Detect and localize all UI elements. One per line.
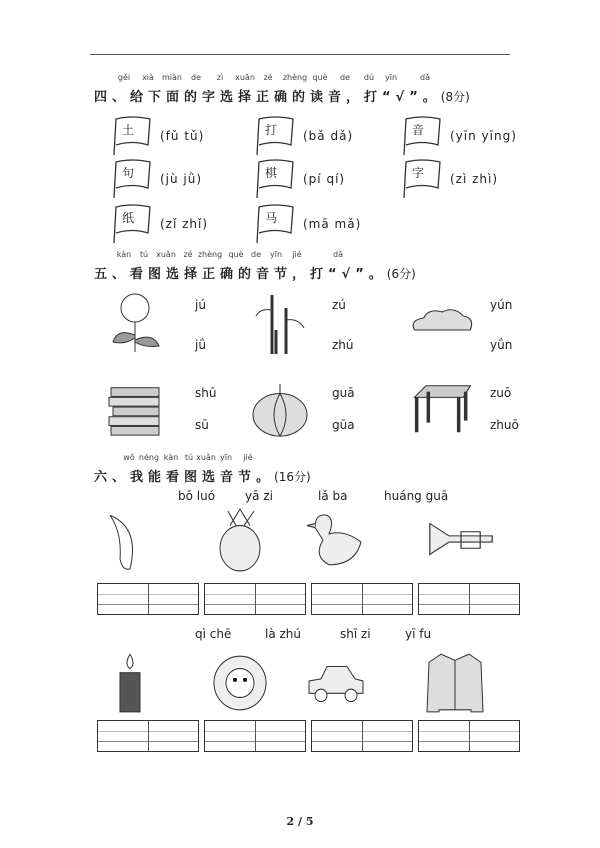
section5-pinyin xyxy=(0,250,600,260)
pinyin: de xyxy=(251,250,261,259)
cucumber-picture xyxy=(100,507,160,577)
syllable-label[interactable]: bō luó xyxy=(178,489,216,503)
reading-options[interactable]: (bǎ dǎ) xyxy=(303,129,354,143)
character: 音 xyxy=(412,123,425,137)
section6-heading: 六、我能看图选音节。(16分) xyxy=(94,470,311,485)
pinyin-option[interactable]: yǘn xyxy=(490,338,513,352)
pinyin: zé xyxy=(263,73,273,82)
character: 棋 xyxy=(265,166,278,180)
pinyin-option[interactable]: zhuō xyxy=(490,418,519,432)
syllable-label[interactable]: là zhú xyxy=(265,627,302,641)
pineapple-picture xyxy=(210,507,270,577)
pinyin: zé xyxy=(183,250,193,259)
car-picture xyxy=(305,650,365,720)
pinyin-option[interactable]: jú xyxy=(195,298,206,312)
writing-grid[interactable] xyxy=(311,583,413,615)
pinyin: xià xyxy=(142,73,154,82)
pinyin: tú xyxy=(184,453,194,462)
character: 字 xyxy=(412,166,425,180)
pinyin: zhèng xyxy=(197,250,223,259)
duck-picture xyxy=(305,507,365,577)
section5-heading: 五、看图选择正确的音节，打“√”。(6分) xyxy=(94,267,416,282)
pinyin: yīn xyxy=(269,250,283,259)
writing-grid[interactable] xyxy=(418,583,520,615)
trumpet-picture xyxy=(425,507,497,577)
writing-grid[interactable] xyxy=(311,720,413,752)
pinyin: jié xyxy=(292,250,302,259)
score: (16分) xyxy=(274,470,311,484)
score: (6分) xyxy=(386,267,416,281)
score: (8分) xyxy=(440,90,470,104)
writing-grid[interactable] xyxy=(204,720,306,752)
character: 打 xyxy=(265,123,278,137)
character: 土 xyxy=(122,123,135,137)
reading-options[interactable]: (fǔ tǔ) xyxy=(160,129,205,143)
chrysanthemum-picture xyxy=(105,290,165,358)
pinyin: néng xyxy=(138,453,160,462)
pinyin: dú xyxy=(363,73,375,82)
pinyin-option[interactable]: zú xyxy=(332,298,346,312)
pinyin: què xyxy=(312,73,328,82)
character: 马 xyxy=(265,211,278,225)
writing-grid[interactable] xyxy=(97,720,199,752)
pinyin: yīn xyxy=(219,453,233,462)
syllable-label[interactable]: lǎ ba xyxy=(318,489,348,503)
syllable-label[interactable]: yī fu xyxy=(405,627,432,641)
section6-pinyin xyxy=(0,453,600,463)
jacket-picture xyxy=(425,650,485,720)
top-rule xyxy=(90,54,510,55)
pinyin: yīn xyxy=(384,73,398,82)
pinyin: xuǎn xyxy=(235,73,255,82)
section4-pinyin xyxy=(0,73,600,83)
pinyin: wǒ xyxy=(123,453,135,462)
syllable-label[interactable]: qì chē xyxy=(195,627,232,641)
pinyin: de xyxy=(340,73,350,82)
books-picture xyxy=(105,378,165,444)
pinyin: kàn xyxy=(163,453,179,462)
pinyin-option[interactable]: jǘ xyxy=(195,338,206,352)
pinyin: de xyxy=(191,73,201,82)
writing-grid[interactable] xyxy=(204,583,306,615)
pinyin: tú xyxy=(139,250,149,259)
cloud-picture xyxy=(405,290,475,358)
pinyin: kàn xyxy=(116,250,132,259)
pinyin: gěi xyxy=(117,73,131,82)
character: 句 xyxy=(122,166,135,180)
reading-options[interactable]: (zì zhì) xyxy=(450,172,499,186)
syllable-label[interactable]: huáng guā xyxy=(384,489,449,503)
writing-grid[interactable] xyxy=(418,720,520,752)
pinyin-option[interactable]: zhú xyxy=(332,338,354,352)
pinyin: miàn xyxy=(162,73,182,82)
reading-options[interactable]: (mā mǎ) xyxy=(303,217,362,231)
page-number: 2 / 5 xyxy=(286,815,314,828)
syllable-label[interactable]: yā zi xyxy=(245,489,273,503)
pinyin-option[interactable]: gūa xyxy=(332,418,355,432)
pinyin-option[interactable]: sū xyxy=(195,418,209,432)
syllable-label[interactable]: shī zi xyxy=(340,627,371,641)
pinyin: zhèng xyxy=(282,73,308,82)
pinyin-option[interactable]: zuō xyxy=(490,386,512,400)
character: 纸 xyxy=(122,211,135,225)
pumpkin-picture xyxy=(250,378,310,444)
pinyin: zì xyxy=(216,73,224,82)
pinyin: xuǎn xyxy=(196,453,216,462)
section4-heading: 四、给下面的字选择正确的读音，打“√”。(8分) xyxy=(94,90,470,105)
pinyin: què xyxy=(228,250,244,259)
bamboo-picture xyxy=(250,290,310,358)
reading-options[interactable]: (yīn yīng) xyxy=(450,129,517,143)
reading-options[interactable]: (jù jǜ) xyxy=(160,172,203,186)
pinyin: xuǎn xyxy=(156,250,176,259)
pinyin: jié xyxy=(243,453,253,462)
writing-grid[interactable] xyxy=(97,583,199,615)
pinyin: dǎ xyxy=(333,250,343,259)
lion-picture xyxy=(210,650,270,720)
pinyin: dǎ xyxy=(420,73,430,82)
candle-picture xyxy=(100,650,160,720)
table-picture xyxy=(405,378,475,444)
reading-options[interactable]: (zǐ zhǐ) xyxy=(160,217,209,231)
pinyin-option[interactable]: yún xyxy=(490,298,513,312)
reading-options[interactable]: (pí qí) xyxy=(303,172,346,186)
pinyin-option[interactable]: guā xyxy=(332,386,355,400)
pinyin-option[interactable]: shū xyxy=(195,386,217,400)
